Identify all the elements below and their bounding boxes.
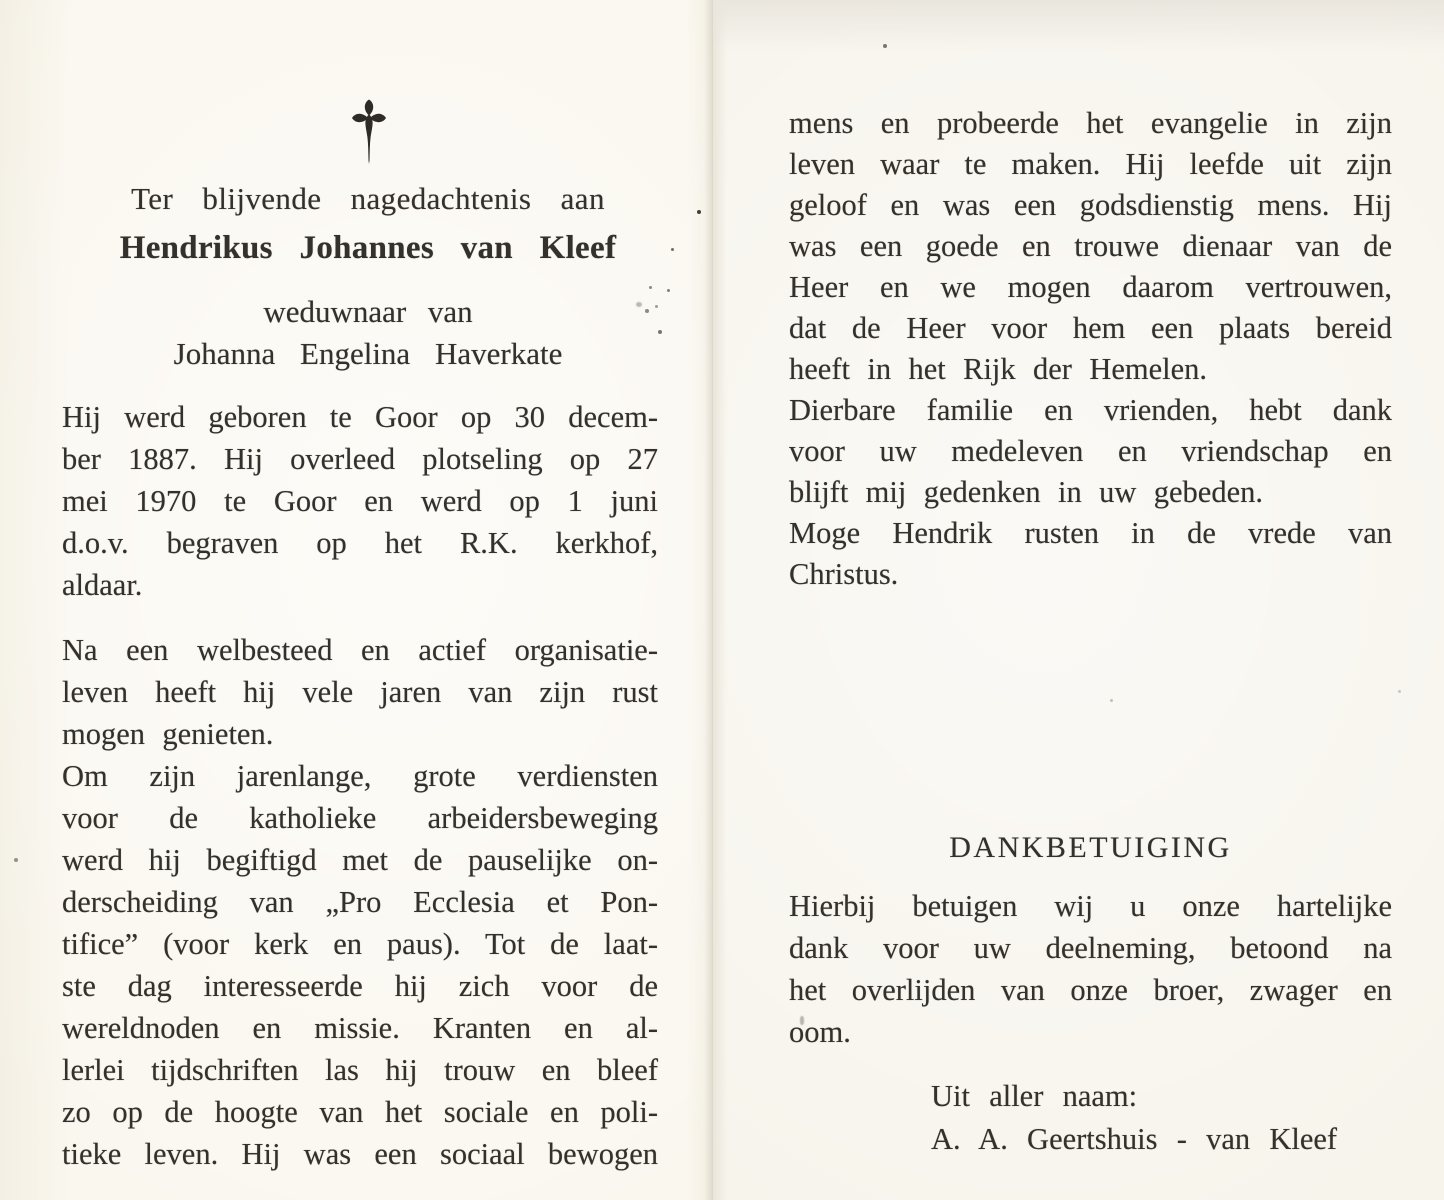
text-line: lerlei tijdschriften las hij trouw en bleef (62, 1053, 658, 1087)
text-line: ste dag interesseerde hij zich voor de (62, 969, 658, 1003)
text-line: tifice” (voor kerk en paus). Tot de laat- (62, 927, 658, 961)
text-line: Moge Hendrik rusten in de vrede van (789, 516, 1392, 550)
text-line: het overlijden van onze broer, zwager en (789, 973, 1392, 1007)
biography-paragraph-1 (62, 396, 658, 606)
acknowledgement-paragraph (789, 885, 1392, 1053)
scan-speck (649, 286, 652, 289)
scan-speck (645, 309, 649, 313)
text-line: leven waar te maken. Hij leefde uit zijn (789, 147, 1392, 181)
scan-speck (697, 210, 701, 214)
text-line: mei 1970 te Goor en werd op 1 juni (62, 484, 658, 518)
text-line: mens en probeerde het evangelie in zijn (789, 106, 1392, 140)
text-line: tieke leven. Hij was een sociaal bewogen (62, 1137, 658, 1171)
scan-speck (1110, 699, 1113, 702)
scan-speck (671, 248, 674, 251)
text-line: dat de Heer voor hem een plaats bereid (789, 311, 1392, 345)
text-line: d.o.v. begraven op het R.K. kerkhof, (62, 526, 658, 560)
scan-speck (1398, 690, 1401, 693)
scan-speck (658, 330, 662, 334)
dedication-line: Ter blijvende nagedachtenis aan (131, 181, 605, 216)
spouse-name: Johanna Engelina Haverkate (173, 336, 563, 371)
text-line: Uit aller naam: (931, 1079, 1138, 1113)
text-line: zo op de hoogte van het sociale en poli- (62, 1095, 658, 1129)
text-line: wereldnoden en missie. Kranten en al- (62, 1011, 658, 1045)
text-line: Na een welbesteed en actief organisatie- (62, 633, 658, 667)
text-line: dank voor uw deelneming, betoond na (789, 931, 1392, 965)
text-line: mogen genieten. (62, 717, 274, 751)
cross-icon (351, 98, 387, 165)
text-line: ber 1887. Hij overleed plotseling op 27 (62, 442, 658, 476)
text-line: was een goede en trouwe dienaar van de (789, 229, 1392, 263)
relation-line: weduwnaar van (263, 294, 473, 329)
deceased-name: Hendrikus Johannes van Kleef (119, 230, 617, 266)
text-line: werd hij begiftigd met de pauselijke on- (62, 843, 658, 877)
text-line: oom. (789, 1015, 851, 1049)
text-line: A. A. Geertshuis - van Kleef (931, 1122, 1338, 1156)
text-line: Christus. (789, 557, 899, 591)
scan-speck (800, 1016, 804, 1025)
page-seam (704, 0, 712, 1200)
scan-speck (655, 305, 658, 308)
text-line: aldaar. (62, 568, 143, 602)
scan-speck (667, 289, 670, 292)
scan-speck (14, 858, 18, 862)
continuation-text (789, 103, 1392, 595)
text-line: heeft in het Rijk der Hemelen. (789, 352, 1208, 386)
scan-speck (883, 44, 887, 48)
text-line: voor de katholieke arbeidersbeweging (62, 801, 658, 835)
text-line: Dierbare familie en vrienden, hebt dank (789, 393, 1392, 427)
scan-speck (636, 302, 642, 307)
text-line: voor uw medeleven en vriendschap en (789, 434, 1392, 468)
signoff (931, 1075, 1401, 1161)
acknowledgement-heading: DANKBETUIGING (949, 831, 1232, 864)
text-line: derscheiding van „Pro Ecclesia et Pon- (62, 885, 658, 919)
text-line: Heer en we mogen daarom vertrouwen, (789, 270, 1392, 304)
text-line: leven heeft hij vele jaren van zijn rust (62, 675, 658, 709)
text-line: Hij werd geboren te Goor op 30 decem- (62, 400, 658, 434)
text-line: blijft mij gedenken in uw gebeden. (789, 475, 1263, 509)
card-page-left (0, 0, 712, 1200)
text-line: Om zijn jarenlange, grote verdiensten (62, 759, 658, 793)
card-page-right (712, 0, 1444, 1200)
text-line: Hierbij betuigen wij u onze hartelijke (789, 889, 1392, 923)
biography-paragraph-2 (62, 629, 658, 1175)
text-line: geloof en was een godsdienstig mens. Hij (789, 188, 1392, 222)
